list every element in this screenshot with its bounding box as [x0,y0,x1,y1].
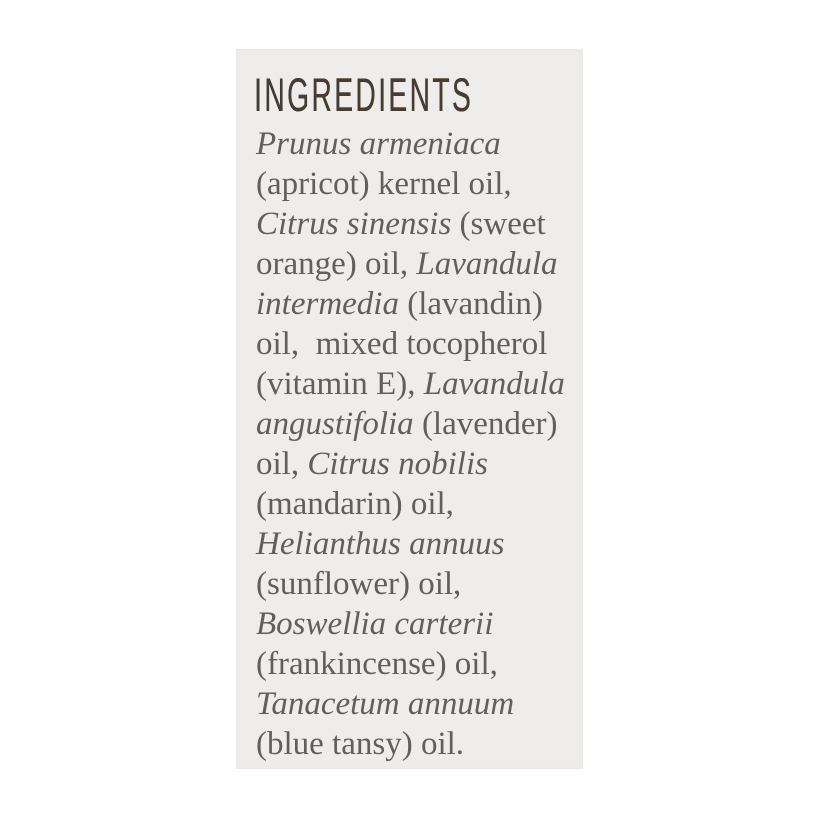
ingredient-line [256,564,569,604]
latin-botanical-name: Citrus sinensis [256,206,460,242]
ingredient-line [256,324,569,364]
ingredients-label-panel [236,49,583,769]
common-name-text: (apricot) kernel oil, [256,166,512,202]
latin-botanical-name: Citrus nobilis [307,446,488,482]
latin-botanical-name: Lavandula [423,366,565,402]
latin-botanical-name: angustifolia [256,406,422,442]
ingredient-line [256,404,569,444]
common-name-text: oil, [256,446,308,482]
common-name-text: (frankincense) oil, [256,646,498,682]
ingredient-line [256,444,569,484]
latin-botanical-name: Tanacetum annuum [256,686,515,722]
common-name-text: (lavender) [421,406,558,442]
ingredient-line [256,484,569,524]
ingredient-line [256,164,569,204]
latin-botanical-name: intermedia [256,286,408,322]
common-name-text: (sweet [459,206,546,242]
common-name-text: (mandarin) oil, [256,486,454,522]
ingredient-line [256,604,569,644]
ingredient-line [256,364,569,404]
latin-botanical-name: Boswellia carterii [256,606,494,642]
ingredient-line [256,284,569,324]
ingredient-line [256,204,569,244]
ingredient-line [256,684,569,724]
common-name-text: orange) oil, [256,246,417,282]
ingredient-line [256,124,569,164]
common-name-text: (sunflower) oil, [256,566,462,602]
ingredient-line [256,644,569,684]
common-name-text: oil, mixed tocopherol [256,326,548,362]
common-name-text: (vitamin E), [256,366,424,402]
common-name-text: (lavandin) [407,286,543,322]
latin-botanical-name: Prunus armeniaca [256,126,501,162]
ingredient-line [256,244,569,284]
ingredient-line [256,524,569,564]
latin-botanical-name: Helianthus annuus [256,526,505,562]
ingredient-line [256,724,569,764]
ingredients-heading: INGREDIENTS [254,68,474,121]
latin-botanical-name: Lavandula [416,246,558,282]
ingredients-text-block [256,124,569,764]
common-name-text: (blue tansy) oil. [256,726,465,762]
